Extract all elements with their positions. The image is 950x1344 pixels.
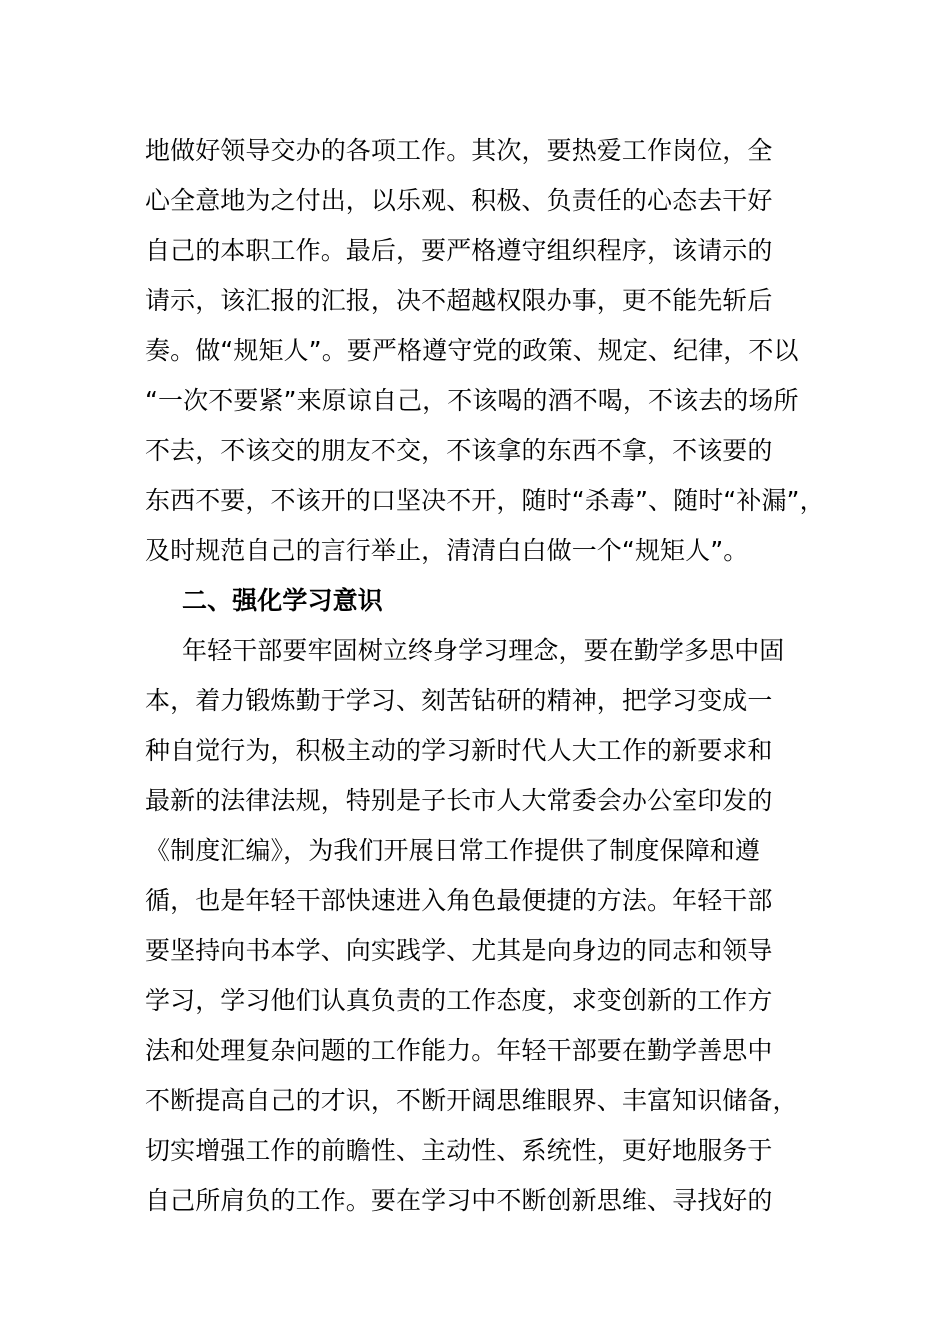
paragraph-line: 学习，学习他们认真负责的工作态度，求变创新的工作方: [145, 986, 773, 1015]
paragraph-line: 年轻干部要牢固树立终身学习理念，要在勤学多思中固: [182, 636, 785, 665]
paragraph-line: “一次不要紧”来原谅自己，不该喝的酒不喝，不该去的场所: [145, 386, 799, 415]
paragraph-line: 东西不要，不该开的口坚决不开，随时“杀毒”、随时“补漏”，: [145, 486, 825, 515]
paragraph-line: 《制度汇编》，为我们开展日常工作提供了制度保障和遵: [145, 836, 761, 865]
paragraph-line: 奏。做“规矩人”。要严格遵守党的政策、规定、纪律，不以: [145, 336, 799, 365]
paragraph-line: 要坚持向书本学、向实践学、尤其是向身边的同志和领导: [145, 936, 773, 965]
paragraph-line: 法和处理复杂问题的工作能力。年轻干部要在勤学善思中: [145, 1036, 773, 1065]
paragraph-line: 切实增强工作的前瞻性、主动性、系统性，更好地服务于: [145, 1136, 773, 1165]
paragraph-line: 地做好领导交办的各项工作。其次，要热爱工作岗位，全: [145, 136, 773, 165]
paragraph-line: 循，也是年轻干部快速进入角色最便捷的方法。年轻干部: [145, 886, 773, 915]
paragraph-line: 自己的本职工作。最后，要严格遵守组织程序，该请示的: [145, 236, 773, 265]
paragraph-line: 最新的法律法规，特别是子长市人大常委会办公室印发的: [145, 786, 773, 815]
paragraph-line: 心全意地为之付出，以乐观、积极、负责任的心态去干好: [145, 186, 773, 215]
section-heading: 二、强化学习意识: [182, 586, 383, 615]
paragraph-line: 不去，不该交的朋友不交，不该拿的东西不拿，不该要的: [145, 436, 773, 465]
paragraph-line: 不断提高自己的才识，不断开阔思维眼界、丰富知识储备，: [145, 1086, 798, 1115]
paragraph-line: 种自觉行为，积极主动的学习新时代人大工作的新要求和: [145, 736, 773, 765]
paragraph-line: 本，着力锻炼勤于学习、刻苦钻研的精神，把学习变成一: [145, 686, 773, 715]
paragraph-line: 请示，该汇报的汇报，决不超越权限办事，更不能先斩后: [145, 286, 773, 315]
paragraph-line: 及时规范自己的言行举止，清清白白做一个“规矩人”。: [145, 536, 749, 565]
paragraph-line: 自己所肩负的工作。要在学习中不断创新思维、寻找好的: [145, 1186, 773, 1215]
